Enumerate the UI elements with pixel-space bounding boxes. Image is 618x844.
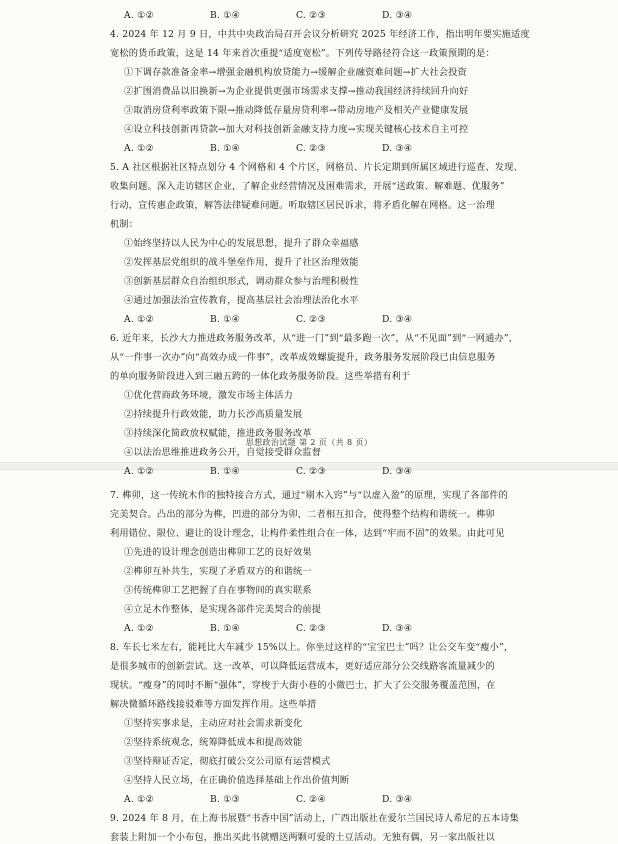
answer-b: B. ①④ [210,623,241,634]
answer-a: A. ①② [124,794,154,805]
question-stem-line: 9. 2024 年 8 月，在上海书展暨“书香中国”活动上，广西出版社在爱尔兰国民诗人希尼的五本诗集 [110,813,520,824]
answer-d: D. ③④ [382,466,413,477]
question-7 [110,486,522,638]
statement-1: ①先进的设计理念创造出榫卯工艺的良好效果 [124,547,312,558]
answer-d: D. ③④ [382,623,413,634]
answer-b: B. ①④ [210,143,241,154]
answer-a: A. ①② [124,10,154,21]
question-stem-line: 宽松的货币政策，这是 14 年来首次重提“适度宽松”。下列传导路径符合这一政策预期的是： [110,48,495,59]
statement-1: ①坚持实事求是，主动应对社会需求新变化 [124,718,303,729]
answer-c: C. ②③ [296,314,327,325]
question-stem-line: 7. 榫卯，这一传统木作的独特接合方式，通过“剔木入窍”与“以虚入盈”的原理，实现了各部件的 [110,490,508,501]
question-stem-line: 4. 2024 年 12 月 9 日，中共中央政治局召开会议分析研究 2025 年经济工作，指出明年要实施适度 [110,29,530,40]
statement-4: ④立足木作整体，是实现各部件完美契合的前提 [124,604,322,615]
statement-1: ①下调存款准备金率→增强金融机构放贷能力→缓解企业融资难问题→扩大社会投资 [124,67,467,78]
answer-b: B. ①④ [210,10,241,21]
question-8 [110,638,522,809]
question-9 [110,809,522,844]
answer-d: D. ③④ [382,10,413,21]
question-stem-line: 8. 车长七米左右，能耗比大车减少 15%以上。你坐过这样的“宝宝巴士”吗？让公交车变“瘦小”， [110,642,514,653]
answer-c: C. ②③ [296,10,327,21]
answer-b: B. ①④ [210,466,241,477]
answer-choices [110,139,522,158]
question-6 [110,329,522,481]
statement-3: ③取消房贷利率政策下限→推动降低存量房贷利率→带动房地产及相关产业健康发展 [124,105,469,116]
answer-choices [110,310,522,329]
question-5 [110,158,522,329]
answer-d: D. ③④ [382,314,413,325]
question-stem-line: 解决微循环路线接驳难等方面发挥作用。这些举措 [110,699,317,710]
question-stem-line: 6. 近年来，长沙大力推进政务服务改革，从“进一门”到“最多跑一次”，从“不见面”到“一网通办”， [110,333,519,344]
question-stem-line: 套装上附加一个小布包，推出买此书就赠送两颗可爱的土豆活动。无独有偶，另一家出版社以 [110,832,495,843]
statement-3: ③传统榫卯工艺把握了自在事物间的真实联系 [124,585,312,596]
answer-a: A. ①② [124,314,154,325]
page-footer: 思想政治试题 第 2 页（共 8 页） [245,438,373,447]
statement-3: ③持续深化简政放权赋能，推进政务服务改革 [124,428,312,439]
statement-3: ③坚持辩证否定，彻底打破公交公司原有运营模式 [124,756,331,767]
answer-d: D. ③④ [382,143,413,154]
statement-2: ②发挥基层党组织的战斗堡垒作用，提升了社区治理效能 [124,257,359,268]
question-stem-line: 5. A 社区根据社区特点划分 4 个网格和 4 个片区，网格员、片长定期到所属区域进行巡查、发现、 [110,162,523,173]
question-stem-line: 机制： [110,219,139,230]
question-stem-line: 的单向服务阶段进入到三融五跨的一体化政务服务阶段。这些举措有利于 [110,371,411,382]
answer-choices-q3 [110,6,522,25]
statement-3: ③创新基层群众自治组织形式，调动群众参与治理积极性 [124,276,359,287]
question-stem-line: 从“一件事一次办”向“高效办成一件事”，改革成效螺旋提升，政务服务发展阶段已由信息服务 [110,352,496,363]
question-4 [110,25,530,158]
question-stem-line: 利用错位、限位、避让的设计理念，让构件柔性组合在一体，达到“牢而不固”的效果。由此可见 [110,528,505,539]
statement-2: ②扩围消费品以旧换新→为企业提供更强市场需求支撑→推动我国经济持续回升向好 [124,86,469,97]
statement-2: ②持续提升行政效能，助力长沙高质量发展 [124,409,303,420]
page-2-content [110,6,530,481]
answer-choices [110,790,522,809]
answer-b: B. ①④ [210,314,241,325]
answer-choices [110,462,522,481]
question-stem-line: 完美契合。凸出的部分为榫，凹进的部分为卯，二者相互扣合，使得整个结构和谐统一。榫卯 [110,509,495,520]
statement-1: ①始终坚持以人民为中心的发展思想，提升了群众幸福感 [124,238,359,249]
answer-c: C. ②③ [296,143,327,154]
answer-d: D. ③④ [382,794,413,805]
question-stem-line: 是很多城市的创新尝试。这一改革，可以降低运营成本，更好适应部分公交线路客流量减少的 [110,661,495,672]
question-stem-line: 行动，宣传惠企政策，解答法律疑难问题。听取辖区居民诉求，将矛盾化解在网格。这一治理 [110,200,495,211]
answer-c: C. ②④ [296,794,327,805]
statement-1: ①优化营商政务环境，激发市场主体活力 [124,390,293,401]
statement-2: ②榫卯互补共生，实现了矛盾双方的和谐统一 [124,566,312,577]
question-stem-line: 现状。“瘦身”的同时不断“强体”，穿梭于大街小巷的小微巴士，扩大了公交服务覆盖范围，在 [110,680,496,691]
statement-4: ④通过加强法治宣传教育，提高基层社会治理法治化水平 [124,295,359,306]
answer-choices [110,619,522,638]
answer-a: A. ①② [124,466,154,477]
answer-c: C. ②③ [296,623,327,634]
statement-4: ④设立科技创新再贷款→加大对科技创新金融支持力度→实现关键核心技术自主可控 [124,124,469,135]
page-3-content [110,486,522,844]
answer-a: A. ①② [124,143,154,154]
answer-a: A. ①② [124,623,154,634]
statement-4: ④以法治思维推进政务公开，自觉接受群众监督 [124,447,322,458]
question-stem-line: 收集问题。深入走访辖区企业，了解企业经营情况及困难需求，开展“送政策、解难题、优服务” [110,181,505,192]
statement-2: ②坚持系统观念，统筹降低成本和提高效能 [124,737,303,748]
statement-4: ④坚持人民立场，在正确价值选择基础上作出价值判断 [124,775,350,786]
answer-b: B. ①③ [210,794,241,805]
answer-c: C. ②③ [296,466,327,477]
